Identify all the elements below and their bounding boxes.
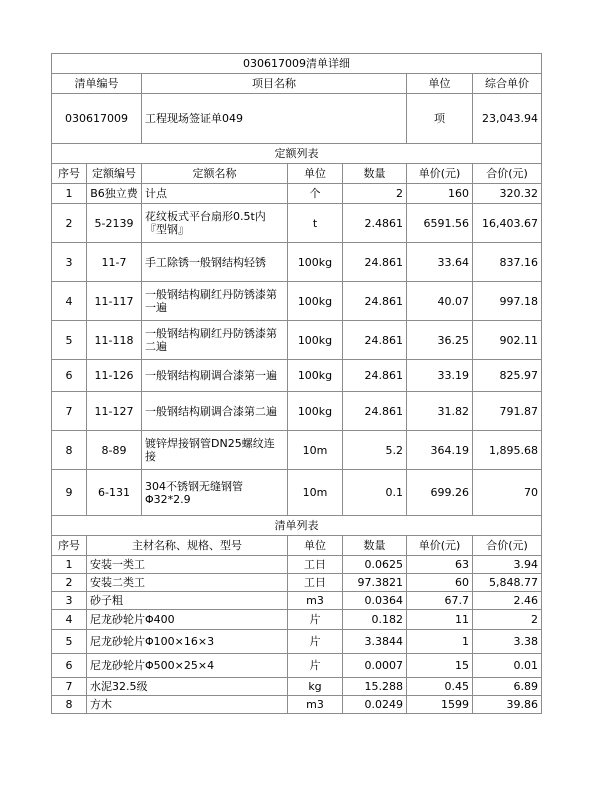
- quota-row-code: 8-89: [87, 431, 142, 470]
- table-row: [52, 470, 542, 516]
- material-row-total: 5,848.77: [473, 574, 542, 592]
- table-row: [52, 630, 542, 654]
- quota-row-unit-price: 364.19: [407, 431, 473, 470]
- quota-row-unit-price: 33.64: [407, 243, 473, 282]
- material-row-name: 安装一类工: [87, 556, 288, 574]
- quota-row-name: 花纹板式平台扇形0.5t内『型钢』: [142, 204, 288, 243]
- quota-row-total: 320.32: [473, 184, 542, 204]
- quota-row-index: 6: [52, 360, 87, 392]
- table-row: [52, 592, 542, 610]
- quota-row-code: 5-2139: [87, 204, 142, 243]
- title-row: [52, 54, 542, 74]
- material-row-unit: 工日: [288, 574, 343, 592]
- quota-col-code: 定额编号: [87, 164, 142, 184]
- material-row-index: 7: [52, 678, 87, 696]
- materials-col-quantity: 数量: [343, 536, 407, 556]
- material-row-unit-price: 1: [407, 630, 473, 654]
- material-row-total: 39.86: [473, 696, 542, 714]
- quota-row-index: 7: [52, 392, 87, 431]
- material-row-unit-price: 1599: [407, 696, 473, 714]
- material-row-total: 2.46: [473, 592, 542, 610]
- material-row-total: 3.94: [473, 556, 542, 574]
- material-row-total: 6.89: [473, 678, 542, 696]
- materials-columns-row: [52, 536, 542, 556]
- quota-row-index: 2: [52, 204, 87, 243]
- table-row: [52, 204, 542, 243]
- quota-row-quantity: 2.4861: [343, 204, 407, 243]
- material-row-quantity: 97.3821: [343, 574, 407, 592]
- table-row: [52, 556, 542, 574]
- table-row: [52, 243, 542, 282]
- material-row-unit-price: 0.45: [407, 678, 473, 696]
- item-name-value: 工程现场签证单049: [142, 94, 407, 144]
- quota-row-name: 304不锈钢无缝钢管Φ32*2.9: [142, 470, 288, 516]
- col-item-name-header: 项目名称: [142, 74, 407, 94]
- quota-row-unit: 100kg: [288, 392, 343, 431]
- table-row: [52, 360, 542, 392]
- material-row-name: 方木: [87, 696, 288, 714]
- quota-row-unit-price: 36.25: [407, 321, 473, 360]
- quota-row-index: 1: [52, 184, 87, 204]
- table-row: [52, 392, 542, 431]
- materials-col-unit: 单位: [288, 536, 343, 556]
- material-row-total: 2: [473, 610, 542, 630]
- materials-rows: [52, 556, 542, 714]
- quota-row-name: 镀锌焊接钢管DN25螺纹连接: [142, 431, 288, 470]
- quota-row-quantity: 2: [343, 184, 407, 204]
- quota-row-unit: t: [288, 204, 343, 243]
- quota-row-name: 一般钢结构刷调合漆第二遍: [142, 392, 288, 431]
- unit-value: 项: [407, 94, 473, 144]
- quota-row-code: B6独立费: [87, 184, 142, 204]
- material-row-name: 尼龙砂轮片Φ100×16×3: [87, 630, 288, 654]
- quota-row-unit: 100kg: [288, 360, 343, 392]
- table-row: [52, 574, 542, 592]
- materials-col-total: 合价(元): [473, 536, 542, 556]
- quota-row-index: 5: [52, 321, 87, 360]
- material-row-unit-price: 63: [407, 556, 473, 574]
- quota-row-unit: 100kg: [288, 321, 343, 360]
- table-row: [52, 282, 542, 321]
- quota-row-quantity: 24.861: [343, 321, 407, 360]
- quota-row-total: 16,403.67: [473, 204, 542, 243]
- quota-row-unit: 10m: [288, 470, 343, 516]
- materials-col-index: 序号: [52, 536, 87, 556]
- quota-row-code: 11-127: [87, 392, 142, 431]
- quota-row-quantity: 5.2: [343, 431, 407, 470]
- quota-row-unit: 100kg: [288, 243, 343, 282]
- quota-row-quantity: 24.861: [343, 360, 407, 392]
- material-row-unit: 工日: [288, 556, 343, 574]
- quota-row-total: 791.87: [473, 392, 542, 431]
- material-row-index: 2: [52, 574, 87, 592]
- quota-row-code: 11-118: [87, 321, 142, 360]
- table-row: [52, 678, 542, 696]
- table-row: [52, 184, 542, 204]
- material-row-name: 水泥32.5级: [87, 678, 288, 696]
- table-row: [52, 610, 542, 630]
- bill-detail-table: [51, 53, 542, 714]
- quota-row-total: 997.18: [473, 282, 542, 321]
- quota-row-total: 70: [473, 470, 542, 516]
- quota-row-code: 11-7: [87, 243, 142, 282]
- quota-row-total: 825.97: [473, 360, 542, 392]
- unit-price-value: 23,043.94: [473, 94, 542, 144]
- col-bill-code-header: 清单编号: [52, 74, 142, 94]
- material-row-unit: 片: [288, 630, 343, 654]
- material-row-unit: m3: [288, 592, 343, 610]
- sheet-title: 030617009清单详细: [52, 54, 542, 74]
- material-row-name: 安装二类工: [87, 574, 288, 592]
- material-row-unit-price: 11: [407, 610, 473, 630]
- material-row-quantity: 0.0625: [343, 556, 407, 574]
- material-row-name: 砂子粗: [87, 592, 288, 610]
- quota-col-quantity: 数量: [343, 164, 407, 184]
- quota-col-unit: 单位: [288, 164, 343, 184]
- quota-col-index: 序号: [52, 164, 87, 184]
- table-row: [52, 431, 542, 470]
- material-row-unit-price: 60: [407, 574, 473, 592]
- material-row-name: 尼龙砂轮片Φ400: [87, 610, 288, 630]
- quota-col-total: 合价(元): [473, 164, 542, 184]
- quota-row-index: 4: [52, 282, 87, 321]
- quota-row-name: 一般钢结构刷红丹防锈漆第二遍: [142, 321, 288, 360]
- material-row-unit: 片: [288, 610, 343, 630]
- material-row-index: 6: [52, 654, 87, 678]
- materials-section-title: 清单列表: [52, 516, 542, 536]
- quota-row-unit-price: 31.82: [407, 392, 473, 431]
- quota-row-quantity: 24.861: [343, 282, 407, 321]
- quota-rows: [52, 184, 542, 516]
- bill-code-value: 030617009: [52, 94, 142, 144]
- quota-row-total: 837.16: [473, 243, 542, 282]
- table-row: [52, 696, 542, 714]
- material-row-index: 8: [52, 696, 87, 714]
- quota-row-quantity: 24.861: [343, 243, 407, 282]
- quota-row-total: 902.11: [473, 321, 542, 360]
- material-row-unit-price: 67.7: [407, 592, 473, 610]
- quota-section-title: 定额列表: [52, 144, 542, 164]
- quota-row-unit-price: 699.26: [407, 470, 473, 516]
- material-row-quantity: 0.0007: [343, 654, 407, 678]
- col-unit-price-header: 综合单价: [473, 74, 542, 94]
- material-row-total: 3.38: [473, 630, 542, 654]
- material-row-unit: 片: [288, 654, 343, 678]
- quota-row-unit-price: 40.07: [407, 282, 473, 321]
- material-row-quantity: 0.182: [343, 610, 407, 630]
- quota-row-name: 手工除锈一般钢结构轻锈: [142, 243, 288, 282]
- quota-row-quantity: 0.1: [343, 470, 407, 516]
- quota-columns-row: [52, 164, 542, 184]
- quota-row-index: 8: [52, 431, 87, 470]
- material-row-total: 0.01: [473, 654, 542, 678]
- quota-row-code: 6-131: [87, 470, 142, 516]
- materials-section-row: [52, 516, 542, 536]
- quota-row-unit: 100kg: [288, 282, 343, 321]
- quota-row-code: 11-117: [87, 282, 142, 321]
- material-row-index: 3: [52, 592, 87, 610]
- col-unit-header: 单位: [407, 74, 473, 94]
- table-row: [52, 321, 542, 360]
- quota-row-quantity: 24.861: [343, 392, 407, 431]
- quota-row-total: 1,895.68: [473, 431, 542, 470]
- quota-row-name: 一般钢结构刷调合漆第一遍: [142, 360, 288, 392]
- quota-row-unit: 10m: [288, 431, 343, 470]
- quota-row-unit-price: 160: [407, 184, 473, 204]
- quota-row-unit: 个: [288, 184, 343, 204]
- quota-row-unit-price: 33.19: [407, 360, 473, 392]
- materials-col-name: 主材名称、规格、型号: [87, 536, 288, 556]
- quota-row-index: 9: [52, 470, 87, 516]
- quota-col-unit-price: 单价(元): [407, 164, 473, 184]
- quota-col-name: 定额名称: [142, 164, 288, 184]
- header-labels-row: [52, 74, 542, 94]
- material-row-index: 4: [52, 610, 87, 630]
- quota-row-unit-price: 6591.56: [407, 204, 473, 243]
- material-row-quantity: 0.0249: [343, 696, 407, 714]
- quota-row-index: 3: [52, 243, 87, 282]
- material-row-quantity: 3.3844: [343, 630, 407, 654]
- quota-section-row: [52, 144, 542, 164]
- material-row-index: 1: [52, 556, 87, 574]
- header-values-row: [52, 94, 542, 144]
- material-row-unit: m3: [288, 696, 343, 714]
- material-row-name: 尼龙砂轮片Φ500×25×4: [87, 654, 288, 678]
- material-row-index: 5: [52, 630, 87, 654]
- material-row-quantity: 15.288: [343, 678, 407, 696]
- table-row: [52, 654, 542, 678]
- quota-row-code: 11-126: [87, 360, 142, 392]
- material-row-unit-price: 15: [407, 654, 473, 678]
- material-row-quantity: 0.0364: [343, 592, 407, 610]
- quota-row-name: 计点: [142, 184, 288, 204]
- quota-row-name: 一般钢结构刷红丹防锈漆第一遍: [142, 282, 288, 321]
- material-row-unit: kg: [288, 678, 343, 696]
- materials-col-unit-price: 单价(元): [407, 536, 473, 556]
